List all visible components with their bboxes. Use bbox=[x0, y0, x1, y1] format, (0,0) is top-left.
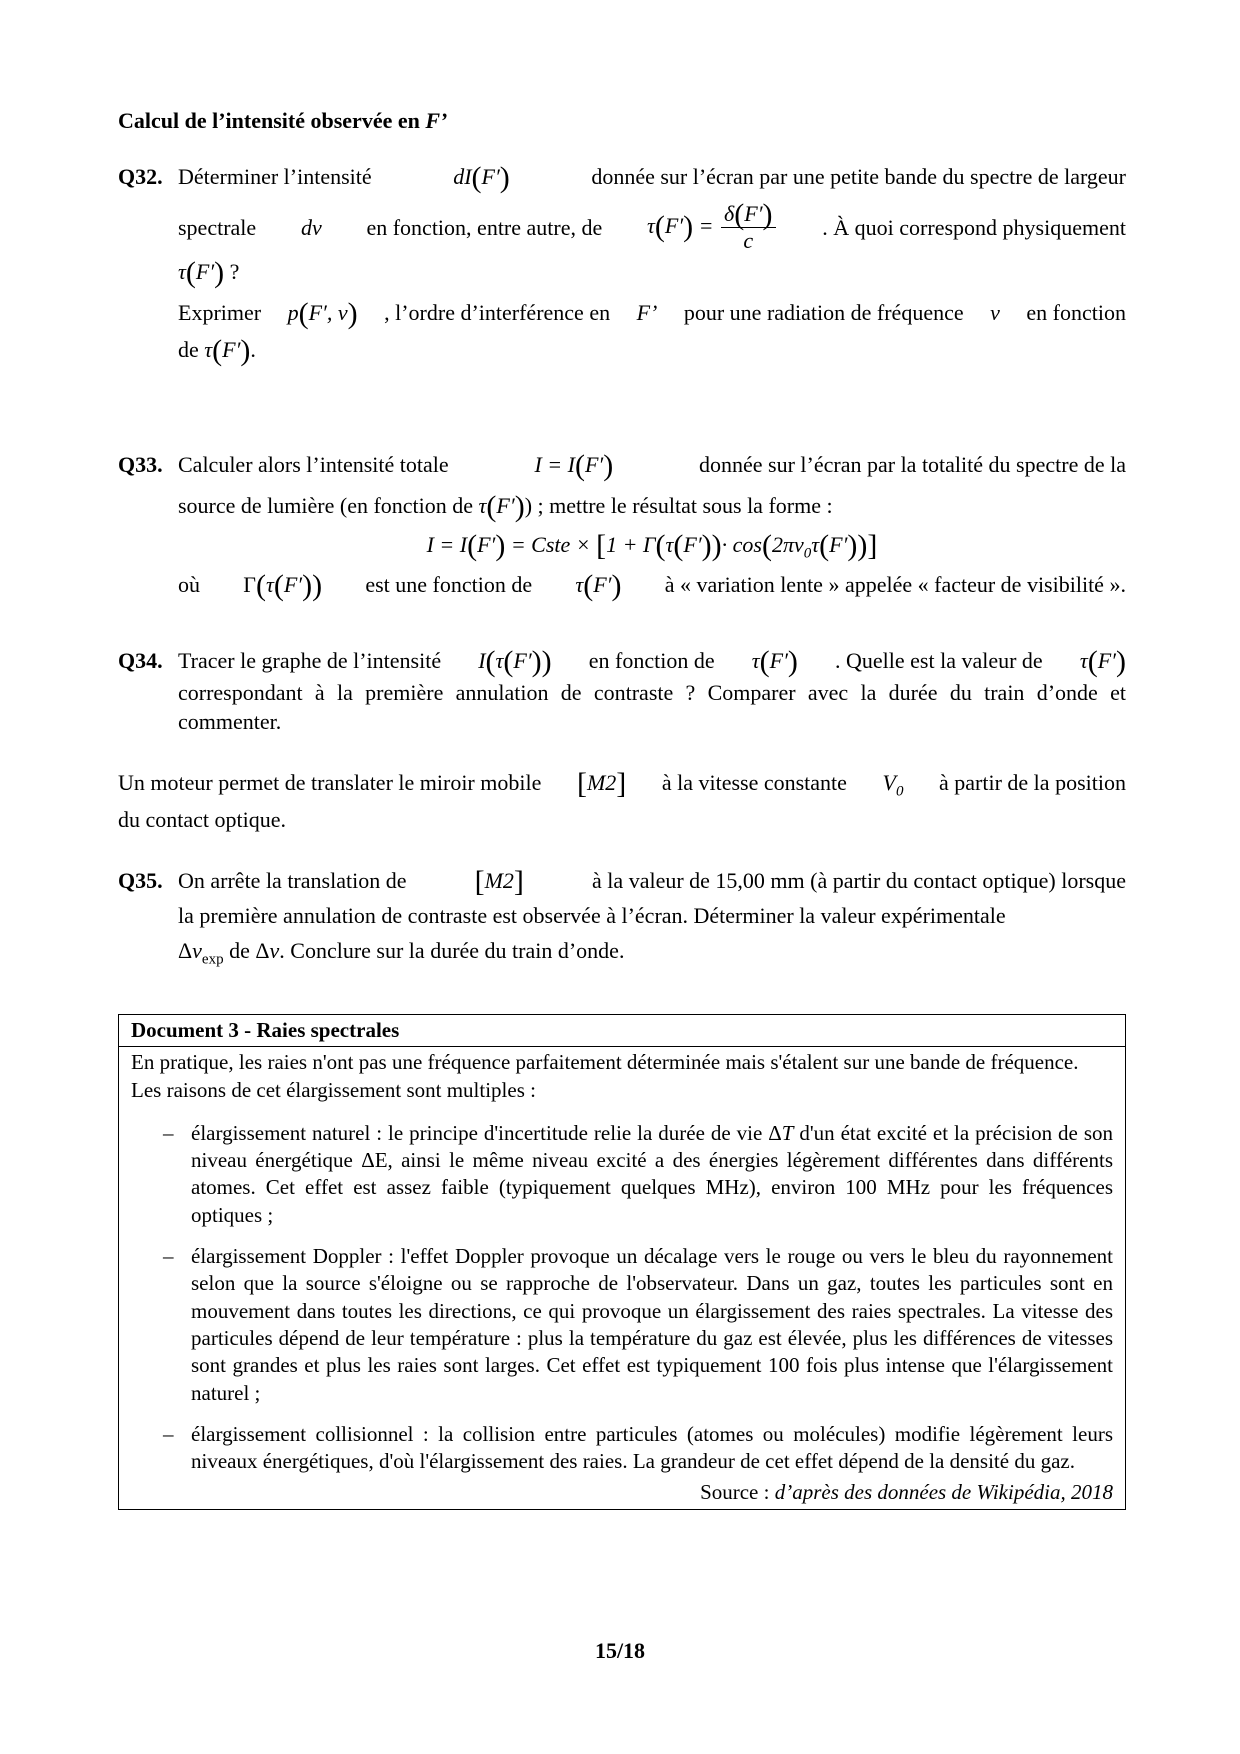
q35-text-4: de bbox=[229, 938, 250, 963]
item3-text: élargissement collisionnel : la collision entre particules (atomes ou molécules) modifie légèrement leurs niveaux énergétiques, d'où l'élargissement des raies. La grandeur de cet effet dépend de la densité du gaz. bbox=[191, 1421, 1113, 1474]
document-3-box bbox=[118, 1014, 1126, 1510]
math-I-tau: I(τ(F′)) bbox=[478, 645, 552, 678]
item2-text: élargissement Doppler : l'effet Doppler provoque un décalage vers le rouge ou vers le bleu du rayonnement selon que la source s'éloigne ou se rapproche de l'observateur. Dans un gaz, toutes les particules sont en mouvement dans toutes les directions, ce qui provoque un élargissement des raies spectrales. La vitesse des particules dépend de leur température : plus la température du gaz est élevée, plus les différences de vitesses sont grandes et plus les raies sont larges. Cet effet est typiquement 100 fois plus intense que l'élargissement naturel ; bbox=[191, 1244, 1113, 1405]
moteur-text-1: Un moteur permet de translater le miroir mobile bbox=[118, 770, 542, 795]
document-3-title: Document 3 - Raies spectrales bbox=[119, 1015, 1125, 1047]
question-label: Q32. bbox=[118, 164, 163, 189]
moteur-text-3: à partir de la position bbox=[939, 770, 1126, 795]
moteur-text-2: à la vitesse constante bbox=[661, 770, 847, 795]
item1-text-a: élargissement naturel : le principe d'incertitude relie la durée de vie bbox=[191, 1120, 763, 1145]
q34-text-2: en fonction de bbox=[588, 648, 715, 673]
dash-bullet: – bbox=[163, 1244, 174, 1269]
section-title-var: F’ bbox=[425, 108, 448, 133]
list-item bbox=[119, 1243, 1125, 1407]
q33-text-7: à « variation lente » appelée « facteur de visibilité ». bbox=[664, 572, 1126, 597]
math-gamma: Γ(τ(F′)) bbox=[243, 569, 323, 602]
q32-text-11: de bbox=[178, 336, 199, 362]
math-tau-def: τ(F′) = $\frac{\delta(F')}{c}$ bbox=[647, 201, 778, 255]
q35-text-5: . Conclure sur la durée du train d’onde. bbox=[279, 938, 625, 963]
question-35 bbox=[118, 864, 1126, 967]
question-label: Q35. bbox=[118, 868, 163, 893]
q32-text-2: donnée sur l’écran par une petite bande du spectre de largeur bbox=[591, 164, 1126, 189]
q34-text-1: Tracer le graphe de l’intensité bbox=[178, 648, 442, 673]
dash-bullet: – bbox=[163, 1421, 174, 1446]
dash-bullet: – bbox=[163, 1120, 174, 1145]
q33-last-line bbox=[118, 568, 1126, 601]
q33-text-6: est une fonction de bbox=[365, 572, 533, 597]
question-34 bbox=[118, 644, 1126, 736]
q33-text-1: Calculer alors l’intensité totale bbox=[178, 452, 449, 477]
question-label: Q33. bbox=[118, 452, 163, 477]
math-tau: τ(F′) bbox=[204, 333, 251, 367]
math-F-prime: F’ bbox=[636, 299, 658, 325]
q32-text-7: Exprimer bbox=[178, 299, 262, 325]
q32-text-12: . bbox=[250, 336, 256, 362]
q33-text-5: où bbox=[178, 572, 200, 597]
q33-text-4: ) ; mettre le résultat sous la forme : bbox=[524, 493, 833, 518]
source-label: Source : bbox=[700, 1480, 770, 1505]
item1-text-b: d'un état excité et la précision de son niveau énergétique bbox=[191, 1120, 1113, 1173]
page-number: 15/18 bbox=[594, 1638, 646, 1663]
q32-text-4: en fonction, entre autre, de bbox=[366, 215, 603, 241]
math-tau: τ(F′) bbox=[751, 645, 798, 678]
q32-text-5: . À quoi correspond physiquement bbox=[822, 215, 1126, 241]
q32-text-1: Déterminer l’intensité bbox=[178, 164, 372, 189]
moteur-text-4: du contact optique. bbox=[118, 807, 287, 832]
section-title-text: Calcul de l’intensité observée en bbox=[118, 108, 420, 133]
list-item: – élargissement naturel : le principe d'incertitude relie la durée de vie ΔT d'un état excité et la précision de son niveau énergétique ΔE, ainsi le même niveau excité a des énergies légèrement différentes dans différents atomes. Cet effet est assez faible (typiquement quelques MHz), environ 100 MHz pour les fréquences optiques ; bbox=[163, 1120, 1113, 1227]
math-dI: dI(F′) bbox=[453, 161, 510, 194]
math-nu: ν bbox=[990, 299, 1000, 325]
q32-text-3: spectrale bbox=[178, 215, 257, 241]
question-label: Q34. bbox=[118, 648, 163, 673]
math-M2: [M2] bbox=[576, 767, 627, 800]
math-tau: τ(F′) bbox=[178, 255, 225, 289]
question-32 bbox=[118, 160, 1126, 366]
moteur-paragraph bbox=[118, 766, 1126, 836]
math-M2: [M2] bbox=[474, 865, 524, 898]
document-3-source bbox=[119, 1479, 1125, 1508]
math-tau: τ(F′) bbox=[1079, 645, 1126, 678]
question-33 bbox=[118, 448, 1126, 561]
q33-text-2: donnée sur l’écran par la totalité du spectre de la bbox=[699, 452, 1126, 477]
q34-text-4: correspondant à la première annulation de contraste ? Comparer avec la durée du train d’onde et commenter. bbox=[178, 680, 1126, 734]
item1-text-c: , ainsi le même niveau excité a des énergies légèrement différentes dans différents atomes. Cet effet est assez faible (typiquement quelques MHz), environ 100 MHz pour les fréquences optiques ; bbox=[191, 1148, 1113, 1227]
section-title bbox=[118, 104, 1126, 137]
q35-text-2: à la valeur de 15,00 mm (à partir du contact optique) lorsque bbox=[592, 868, 1126, 893]
q35-text-3: la première annulation de contraste est observée à l’écran. Déterminer la valeur expérimentale bbox=[178, 903, 1006, 928]
math-I: I = I(F′) bbox=[534, 449, 614, 482]
document-3-intro: En pratique, les raies n'ont pas une fréquence parfaitement déterminée mais s'étalent sur une bande de fréquence. Les raisons de cet élargissement sont multiples : bbox=[131, 1050, 1079, 1102]
q32-text-8: , l’ordre d’interférence en bbox=[384, 299, 611, 325]
math-tau: τ(F′) bbox=[575, 569, 622, 602]
q34-text-3: . Quelle est la valeur de bbox=[835, 648, 1043, 673]
q32-text-6: ? bbox=[229, 258, 240, 284]
math-p: p(F′, ν) bbox=[287, 296, 358, 330]
q32-text-9: pour une radiation de fréquence bbox=[683, 299, 964, 325]
list-item bbox=[119, 1421, 1125, 1476]
q33-text-3: source de lumière (en fonction de bbox=[178, 493, 474, 518]
math-V0: $V_0$ bbox=[882, 770, 904, 800]
math-tau: τ(F′) bbox=[478, 490, 525, 523]
q32-text-10: en fonction bbox=[1026, 299, 1126, 325]
math-delta-nu-exp: $\Delta\nu_{exp}$ bbox=[178, 938, 224, 968]
math-dnu: dν bbox=[300, 215, 322, 241]
q35-text-1: On arrête la translation de bbox=[178, 868, 407, 893]
math-delta-nu: Δν bbox=[255, 938, 280, 963]
formula-intensity: I = I(F′) = Cste × $[1 + \Gamma(\tau(F'))\cdot \cos(2\pi\nu_0\tau(F'))]$ bbox=[426, 529, 878, 562]
source-text: d’après des données de Wikipédia, 2018 bbox=[774, 1480, 1113, 1505]
